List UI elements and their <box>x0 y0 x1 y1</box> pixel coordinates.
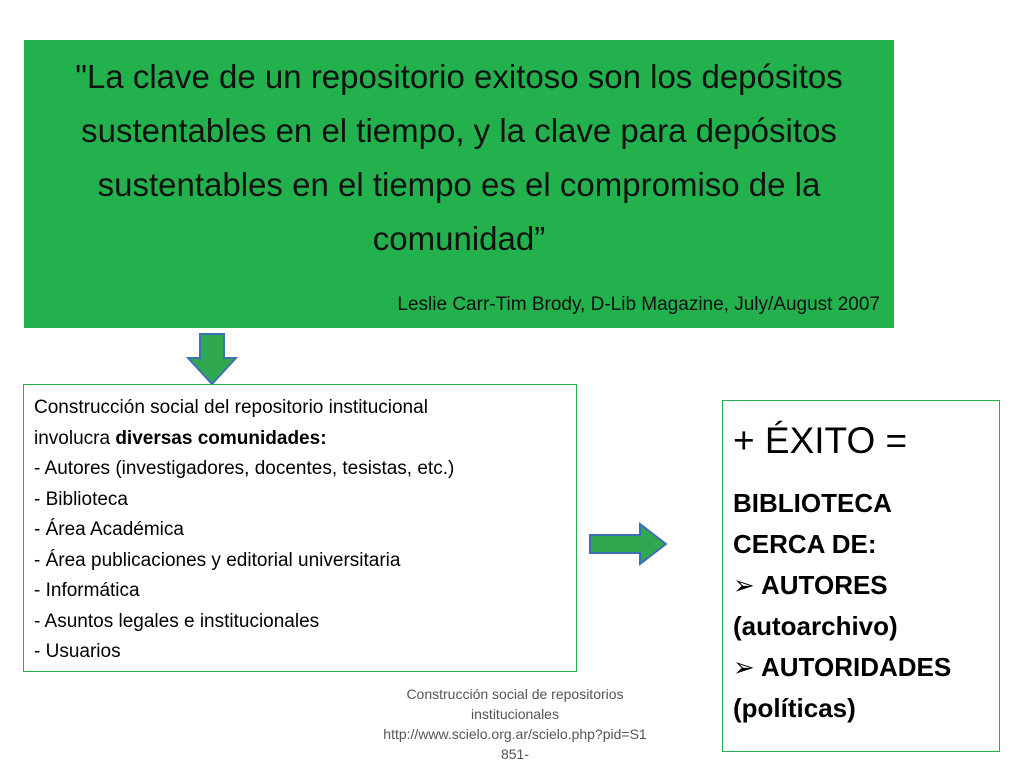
arrowhead-bullet-icon: ➢ <box>733 652 755 682</box>
caption-line: Construcción social de repositorios <box>406 686 624 702</box>
quote-text: "La clave de un repositorio exitoso son los depósitos sustentables en el tiempo, y la clave para depósitos sustentables en el tiempo es el compromiso de la comunidad” <box>75 58 843 257</box>
quote-source: Leslie Carr-Tim Brody, D-Lib Magazine, July/August 2007 <box>397 294 880 315</box>
caption-line: institucionales <box>471 706 559 722</box>
list-item: - Área Académica <box>34 519 184 540</box>
near-line: CERCA DE: <box>733 529 877 559</box>
bullet-item <box>733 647 989 688</box>
caption-line: 851- <box>500 746 530 762</box>
success-box <box>722 400 1000 752</box>
bullet-sub: (autoarchivo) <box>733 611 898 641</box>
caption-url: http://www.scielo.org.ar/scielo.php?pid=S1 <box>383 726 647 742</box>
list-item: - Usuarios <box>34 641 121 662</box>
communities-intro-2 <box>34 424 566 455</box>
bullet-label: AUTORIDADES <box>761 652 952 682</box>
communities-box <box>23 384 577 672</box>
communities-intro-2-bold: diversas comunidades: <box>115 427 327 449</box>
down-arrow-icon <box>186 332 238 386</box>
list-item: - Biblioteca <box>34 488 128 510</box>
quote-box <box>24 40 894 328</box>
list-item: - Informática <box>34 580 140 601</box>
list-item: - Área publicaciones y editorial universitaria <box>34 549 401 571</box>
success-title: + ÉXITO = <box>733 420 908 461</box>
list-item: - Autores (investigadores, docentes, tesistas, etc.) <box>34 458 455 479</box>
source-caption <box>360 684 670 764</box>
bullet-label: AUTORES <box>761 570 888 600</box>
communities-intro-2-plain: involucra <box>34 427 116 449</box>
arrowhead-bullet-icon: ➢ <box>733 570 755 600</box>
bullet-sub: (políticas) <box>733 693 856 723</box>
list-item: - Asuntos legales e institucionales <box>34 610 320 632</box>
communities-intro-1: Construcción social del repositorio institucional <box>34 397 428 418</box>
library-line: BIBLIOTECA <box>733 488 892 518</box>
bullet-item <box>733 565 989 606</box>
right-arrow-icon <box>588 522 668 566</box>
